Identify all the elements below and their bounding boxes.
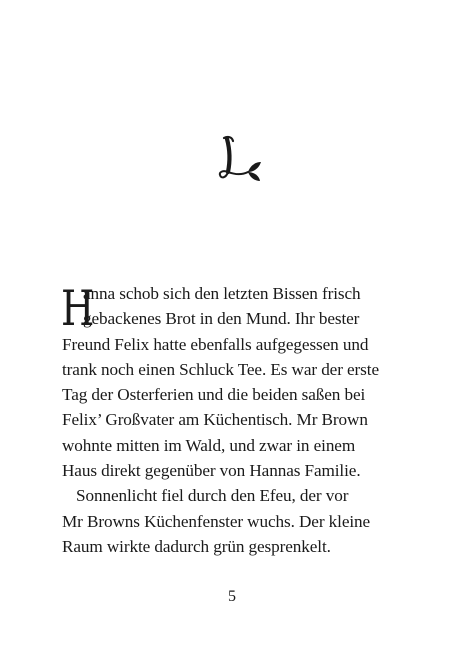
drop-cap: H: [61, 280, 95, 337]
page-number: 5: [228, 588, 236, 605]
text-line: Haus direkt gegenüber von Hannas Familie.: [62, 461, 361, 481]
text-line: Raum wirkte dadurch grün gesprenkelt.: [62, 536, 331, 556]
text-line: Mr Browns Küchenfenster wuchs. Der kleine: [62, 511, 371, 531]
text-line: Freund Felix hatte ebenfalls aufgegessen und: [62, 334, 369, 354]
body-text: [62, 281, 414, 559]
ornate-numeral-one-with-leaves-icon: [208, 128, 272, 192]
text-line: [62, 306, 414, 331]
text-line: trank noch einen Schluck Tee. Es war der erste: [62, 359, 379, 379]
paragraph-1: [62, 281, 414, 483]
paragraph-2: [62, 483, 414, 559]
text-line: Tag der Osterferien und die beiden saßen bei: [62, 385, 366, 405]
text-line: Felix’ Großvater am Küchentisch. Mr Brown: [62, 410, 368, 430]
line-text: anna schob sich den letzten Bissen frisch: [83, 284, 361, 303]
line-text: gebackenes Brot in den Mund. Ihr bester: [83, 309, 360, 329]
text-line: Sonnenlicht fiel durch den Efeu, der vor: [76, 486, 349, 506]
chapter-number-ornament: [208, 128, 272, 192]
text-line: wohnte mitten im Wald, und zwar in einem: [62, 435, 356, 455]
